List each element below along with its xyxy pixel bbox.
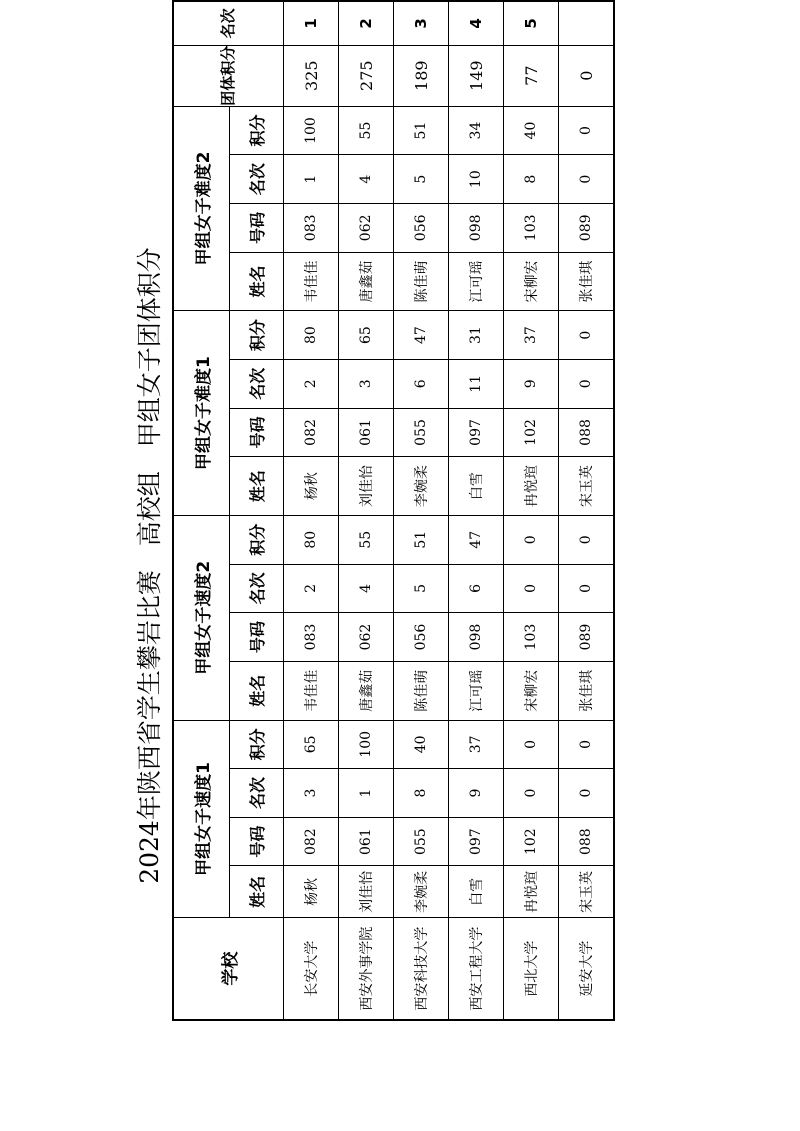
school-cell: 西安外事学院 xyxy=(339,918,394,1020)
points-cell: 51 xyxy=(394,515,449,564)
bib-number-cell: 102 xyxy=(504,408,559,457)
sub-header-number: 号码 xyxy=(230,613,284,662)
place-cell: 8 xyxy=(394,769,449,818)
place-cell: 3 xyxy=(284,769,339,818)
place-cell: 10 xyxy=(449,155,504,204)
school-cell: 西北大学 xyxy=(504,918,559,1020)
place-cell: 0 xyxy=(504,564,559,613)
points-cell: 51 xyxy=(394,106,449,155)
place-cell: 0 xyxy=(559,155,615,204)
bib-number-cell: 082 xyxy=(284,817,339,866)
points-cell: 55 xyxy=(339,515,394,564)
rank-cell: 2 xyxy=(339,1,394,45)
points-cell: 65 xyxy=(284,720,339,769)
team-score-cell: 149 xyxy=(449,45,504,106)
athlete-name-cell: 冉悦瑄 xyxy=(504,866,559,918)
sub-header-name: 姓名 xyxy=(230,457,284,516)
place-cell: 4 xyxy=(339,564,394,613)
athlete-name-cell: 宋柳宏 xyxy=(504,252,559,311)
team-score-cell: 189 xyxy=(394,45,449,106)
sub-header-place: 名次 xyxy=(230,564,284,613)
bib-number-cell: 055 xyxy=(394,817,449,866)
page-title xyxy=(130,0,166,1131)
place-cell: 3 xyxy=(339,359,394,408)
athlete-name-cell: 李婉柔 xyxy=(394,866,449,918)
team-score-cell: 77 xyxy=(504,45,559,106)
sub-header-row xyxy=(230,1,284,1020)
points-cell: 31 xyxy=(449,311,504,360)
school-cell: 西安工程大学 xyxy=(449,918,504,1020)
place-cell: 11 xyxy=(449,359,504,408)
rank-cell: 1 xyxy=(284,1,339,45)
score-table xyxy=(172,0,615,1021)
sub-header-number: 号码 xyxy=(230,817,284,866)
rank-cell: 5 xyxy=(504,1,559,45)
points-cell: 100 xyxy=(339,720,394,769)
bib-number-cell: 062 xyxy=(339,613,394,662)
athlete-name-cell: 江可瑶 xyxy=(449,661,504,720)
athlete-name-cell: 冉悦瑄 xyxy=(504,457,559,516)
sub-header-points: 积分 xyxy=(230,106,284,155)
rank-cell: 4 xyxy=(449,1,504,45)
athlete-name-cell: 陈佳萌 xyxy=(394,252,449,311)
points-cell: 55 xyxy=(339,106,394,155)
athlete-name-cell: 唐鑫茹 xyxy=(339,661,394,720)
place-cell: 1 xyxy=(339,769,394,818)
athlete-name-cell: 杨秋 xyxy=(284,866,339,918)
sub-header-place: 名次 xyxy=(230,769,284,818)
place-cell: 6 xyxy=(449,564,504,613)
place-cell: 5 xyxy=(394,564,449,613)
header-event-lead1: 甲组女子难度1 xyxy=(173,311,230,516)
athlete-name-cell: 张佳琪 xyxy=(559,661,615,720)
header-event-speed1: 甲组女子速度1 xyxy=(173,720,230,918)
bib-number-cell: 061 xyxy=(339,408,394,457)
points-cell: 0 xyxy=(504,720,559,769)
athlete-name-cell: 唐鑫茹 xyxy=(339,252,394,311)
athlete-name-cell: 李婉柔 xyxy=(394,457,449,516)
place-cell: 2 xyxy=(284,359,339,408)
points-cell: 47 xyxy=(449,515,504,564)
team-score-cell: 275 xyxy=(339,45,394,106)
title-division: 高校组 xyxy=(135,471,164,547)
sub-header-points: 积分 xyxy=(230,311,284,360)
table-row xyxy=(504,1,559,1020)
bib-number-cell: 097 xyxy=(449,408,504,457)
points-cell: 100 xyxy=(284,106,339,155)
title-main: 2024年陕西省学生攀岩比赛 xyxy=(135,570,164,884)
sub-header-name: 姓名 xyxy=(230,866,284,918)
place-cell: 9 xyxy=(504,359,559,408)
header-event-lead2: 甲组女子难度2 xyxy=(173,106,230,311)
sub-header-points: 积分 xyxy=(230,515,284,564)
athlete-name-cell: 陈佳萌 xyxy=(394,661,449,720)
athlete-name-cell: 刘佳怡 xyxy=(339,457,394,516)
place-cell: 4 xyxy=(339,155,394,204)
points-cell: 80 xyxy=(284,515,339,564)
bib-number-cell: 088 xyxy=(559,408,615,457)
points-cell: 34 xyxy=(449,106,504,155)
header-team-score: 团体积分 xyxy=(173,45,284,106)
bib-number-cell: 103 xyxy=(504,613,559,662)
sub-header-number: 号码 xyxy=(230,204,284,253)
athlete-name-cell: 宋柳宏 xyxy=(504,661,559,720)
points-cell: 0 xyxy=(559,311,615,360)
place-cell: 5 xyxy=(394,155,449,204)
bib-number-cell: 083 xyxy=(284,204,339,253)
place-cell: 2 xyxy=(284,564,339,613)
points-cell: 0 xyxy=(559,106,615,155)
place-cell: 0 xyxy=(504,769,559,818)
athlete-name-cell: 杨秋 xyxy=(284,457,339,516)
points-cell: 80 xyxy=(284,311,339,360)
bib-number-cell: 082 xyxy=(284,408,339,457)
athlete-name-cell: 韦佳佳 xyxy=(284,252,339,311)
bib-number-cell: 089 xyxy=(559,204,615,253)
place-cell: 1 xyxy=(284,155,339,204)
rank-cell xyxy=(559,1,615,45)
sub-header-place: 名次 xyxy=(230,359,284,408)
points-cell: 65 xyxy=(339,311,394,360)
place-cell: 0 xyxy=(559,564,615,613)
points-cell: 37 xyxy=(504,311,559,360)
athlete-name-cell: 江可瑶 xyxy=(449,252,504,311)
place-cell: 0 xyxy=(559,769,615,818)
team-score-cell: 0 xyxy=(559,45,615,106)
athlete-name-cell: 白雪 xyxy=(449,457,504,516)
bib-number-cell: 097 xyxy=(449,817,504,866)
header-school: 学校 xyxy=(173,918,284,1020)
table-row xyxy=(559,1,615,1020)
bib-number-cell: 056 xyxy=(394,613,449,662)
sub-header-name: 姓名 xyxy=(230,661,284,720)
bib-number-cell: 089 xyxy=(559,613,615,662)
bib-number-cell: 083 xyxy=(284,613,339,662)
place-cell: 0 xyxy=(559,359,615,408)
table-row xyxy=(449,1,504,1020)
school-cell: 延安大学 xyxy=(559,918,615,1020)
bib-number-cell: 055 xyxy=(394,408,449,457)
school-cell: 长安大学 xyxy=(284,918,339,1020)
athlete-name-cell: 宋玉英 xyxy=(559,457,615,516)
bib-number-cell: 098 xyxy=(449,613,504,662)
table-row xyxy=(339,1,394,1020)
bib-number-cell: 056 xyxy=(394,204,449,253)
bib-number-cell: 062 xyxy=(339,204,394,253)
points-cell: 0 xyxy=(504,515,559,564)
points-cell: 40 xyxy=(394,720,449,769)
table-row xyxy=(394,1,449,1020)
bib-number-cell: 102 xyxy=(504,817,559,866)
points-cell: 0 xyxy=(559,720,615,769)
place-cell: 8 xyxy=(504,155,559,204)
sub-header-number: 号码 xyxy=(230,408,284,457)
points-cell: 47 xyxy=(394,311,449,360)
title-subtitle: 甲组女子团体积分 xyxy=(135,247,164,448)
header-event-speed2: 甲组女子速度2 xyxy=(173,515,230,720)
bib-number-cell: 061 xyxy=(339,817,394,866)
points-cell: 37 xyxy=(449,720,504,769)
table-body xyxy=(284,1,615,1020)
school-cell: 西安科技大学 xyxy=(394,918,449,1020)
sub-header-place: 名次 xyxy=(230,155,284,204)
place-cell: 9 xyxy=(449,769,504,818)
athlete-name-cell: 白雪 xyxy=(449,866,504,918)
sub-header-points: 积分 xyxy=(230,720,284,769)
athlete-name-cell: 韦佳佳 xyxy=(284,661,339,720)
rank-cell: 3 xyxy=(394,1,449,45)
bib-number-cell: 103 xyxy=(504,204,559,253)
table-row xyxy=(284,1,339,1020)
points-cell: 40 xyxy=(504,106,559,155)
bib-number-cell: 088 xyxy=(559,817,615,866)
bib-number-cell: 098 xyxy=(449,204,504,253)
athlete-name-cell: 张佳琪 xyxy=(559,252,615,311)
header-rank: 名次 xyxy=(173,1,284,45)
athlete-name-cell: 刘佳怡 xyxy=(339,866,394,918)
points-cell: 0 xyxy=(559,515,615,564)
athlete-name-cell: 宋玉英 xyxy=(559,866,615,918)
sub-header-name: 姓名 xyxy=(230,252,284,311)
team-score-cell: 325 xyxy=(284,45,339,106)
place-cell: 6 xyxy=(394,359,449,408)
